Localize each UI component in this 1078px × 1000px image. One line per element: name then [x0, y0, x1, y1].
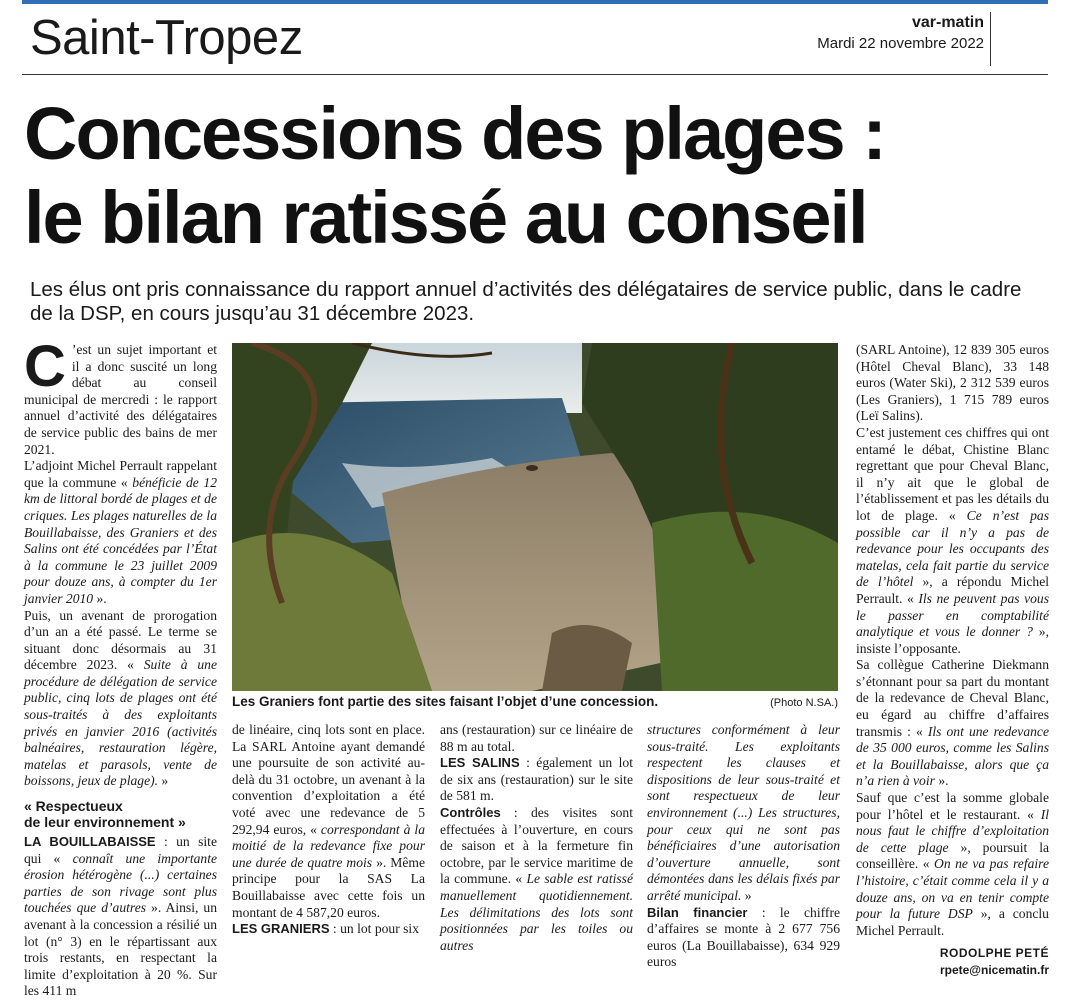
text: », a conclu Michel Perrault. [856, 906, 1049, 938]
run-in-label: Contrôles [440, 804, 501, 820]
quote: connaît une importante érosion hétérogène (...) certaines parties de son rivage sont plus touchées que d’autres [24, 850, 218, 916]
top-accent-bar [22, 0, 1048, 4]
text: Puis, un avenant de prorogation d’un an a été passé. Le terme se situant donc désormais au 31 décembre 2023. « [24, 607, 217, 673]
paragraph [24, 608, 217, 791]
paragraph [24, 458, 217, 607]
text: » [158, 773, 169, 789]
subheading-line-1: « Respectueux [24, 798, 123, 815]
paragraph [647, 722, 840, 905]
article-standfirst: Les élus ont pris connaissance du rapport annuel d’activités des délégataires de service public, dans le cadre de la DSP, en cours jusqu’au 31 décembre 2023. [30, 278, 1022, 325]
quote: Suite à une procédure de délégation de service public, cinq lots de plages ont été sous-traités à des exploitants privés en janvier 2016 (activités balnéaires, restauration légère, matelas et parasols, vente de boissons, jeux de plage). [24, 657, 217, 789]
photo-caption-bar [232, 694, 838, 716]
text: », poursuit la conseillère. « [856, 839, 1050, 872]
paragraph [856, 657, 1049, 790]
text: », insiste l’opposante. [856, 624, 1049, 656]
masthead-divider [990, 12, 991, 66]
text: ’est un sujet important et il a donc suscité un long débat au conseil municipal de mercredi : le rapport annuel d’activité des délégataires de service public des bains de mer 2021. [24, 342, 217, 457]
text: », a répondu Michel Perrault. « [856, 574, 1050, 606]
run-in-label: Bilan financier [647, 904, 748, 920]
article-column-1 [24, 334, 218, 1000]
paragraph [232, 921, 425, 938]
paragraph: (SARL Antoine), 12 839 305 euros (Hôtel Cheval Blanc), 33 148 euros (Water Ski), 2 312 539 euros (Les Graniers), 1 715 789 euros (Leï Salins). [856, 342, 1049, 424]
text: : un site qui « [24, 834, 217, 866]
drop-cap: C [24, 334, 66, 399]
author-byline: RODOLPHE PETÉ [939, 946, 1049, 961]
quote: bénéficie de 12 km de littoral bordé de plages et de criques. Les plages naturelles de la Bouillabaisse, des Graniers et des Salins ont été concédées par l’État à la commune le 23 juillet 2009 pour douze ans, à compter du 1er janvier 2010 [24, 474, 218, 606]
article-column-2 [232, 722, 425, 938]
paragraph [24, 334, 217, 458]
subheading [24, 798, 217, 830]
paragraph [440, 755, 633, 805]
quote: structures conformément à leur sous-traité. Les exploitants respectent les clauses et dispositions de leur sous-traité et sont respectueux de leur environnement (...) Les structures, pour ceux qui ne sont pas bénéficiaires d’une autorisation d’ouverture annuelle, sont démontées dans les délais fixés par arrêté municipal. [647, 722, 840, 903]
run-in-label: LES SALINS [440, 755, 520, 771]
text: : le chiffre d’affaires se monte à 2 677 756 euros (La Bouillabaisse), 634 929 euros [647, 904, 841, 970]
paragraph [440, 805, 633, 954]
quote: Il nous faut le chiffre d’exploitation de cette plage [856, 806, 1049, 855]
paragraph [24, 834, 217, 1000]
newspaper-name: var-matin [911, 14, 984, 31]
text: L’adjoint Michel Perrault rappelant que la commune « [24, 458, 217, 490]
text: ». Même principe pour la SAS La Bouillabaisse avec cette fois un montant de 4 587,20 euros. [232, 854, 425, 920]
headline-line-1: Concessions des plages : [24, 92, 885, 175]
author-email: rpete@nicematin.fr [939, 962, 1049, 977]
beach-photo-image [232, 343, 838, 691]
quote: Ils ont une redevance de 35 000 euros, comme les Salins et la Bouillabaisse, alors que ça n’a rien à voir [856, 723, 1049, 789]
photo-credit: (Photo N.SA.) [770, 697, 838, 709]
text: » [741, 887, 752, 903]
text: ». [93, 590, 107, 606]
photo-caption: Les Graniers font partie des sites faisant l’objet d’une concession. [232, 694, 659, 709]
quote: On ne va pas refaire l’histoire, c’était comme cela il y a douze ans, on va en tenir compte pour la future DSP [856, 856, 1049, 922]
section-title: Saint-Tropez [30, 11, 303, 65]
text: : un lot pour six [329, 921, 420, 937]
headline-line-2: le bilan ratissé au conseil [24, 176, 867, 259]
text: ». Ainsi, un avenant à la concession a résilié un lot (n° 3) en le répartissant aux trois restants, en respectant la limite d’exploitation à 20 %. Sur les 411 m [24, 900, 217, 999]
paragraph [856, 425, 1049, 657]
quote: correspondant à la moitié de la redevance fixe pour une durée de quatre mois [232, 821, 425, 870]
article-column-5 [856, 342, 1049, 979]
text: ». [934, 773, 949, 789]
paragraph [856, 790, 1049, 939]
paragraph [232, 722, 425, 921]
quote: Ce n’est pas possible car il n’y a pas de redevance pour les occupants des matelas, cela fait partie du service de l’hôtel [856, 507, 1049, 590]
article-column-4 [647, 722, 840, 971]
run-in-label: LES GRANIERS [232, 921, 330, 937]
text: : également un lot de six ans (restauration) sur le site de 581 m. [440, 755, 633, 804]
article-column-3 [440, 722, 633, 954]
header-rule [22, 74, 1048, 75]
text: : des visites sont effectuées à l’ouverture, en cours de saison et à la fermeture fin octobre, par le service maritime de la commune. « [440, 804, 633, 887]
publication-date: Mardi 22 novembre 2022 [817, 35, 984, 52]
quote: Ils ne peuvent pas vous le passer en comptabilité analytique et vous le donner ? [856, 590, 1049, 640]
paragraph: ans (restauration) sur ce linéaire de 88 m au total. [440, 722, 633, 754]
subheading-line-2: de leur environnement » [24, 814, 186, 831]
text: Sa collègue Catherine Diekmann s’étonnant pour sa part du montant de la redevance de Cheval Blanc, eu égard au chiffre d’affaires transmis : « [856, 657, 1049, 739]
quote: Le sable est ratissé manuellement quotidiennement. Les délimitations des lots sont positionnées par les toiles ou autres [440, 871, 633, 953]
text: C’est justement ces chiffres qui ont entamé le débat, Chistine Blanc regrettant que pour Cheval Blanc, il n’y ait que le global de l’établissement et pas les détails du lot de plage. « [856, 424, 1049, 523]
run-in-label: LA BOUILLABAISSE [24, 834, 156, 850]
beach-photo [232, 343, 838, 691]
text: de linéaire, cinq lots sont en place. La SARL Antoine ayant demandé une poursuite de son activité au-delà du 31 octobre, un avenant à la convention d’exploitation a été voté avec une redevance de 5 292,94 euros, « [232, 722, 425, 837]
article-headline [24, 92, 1054, 260]
text: Sauf que c’est la somme globale pour l’hôtel et le restaurant. « [856, 790, 1049, 822]
